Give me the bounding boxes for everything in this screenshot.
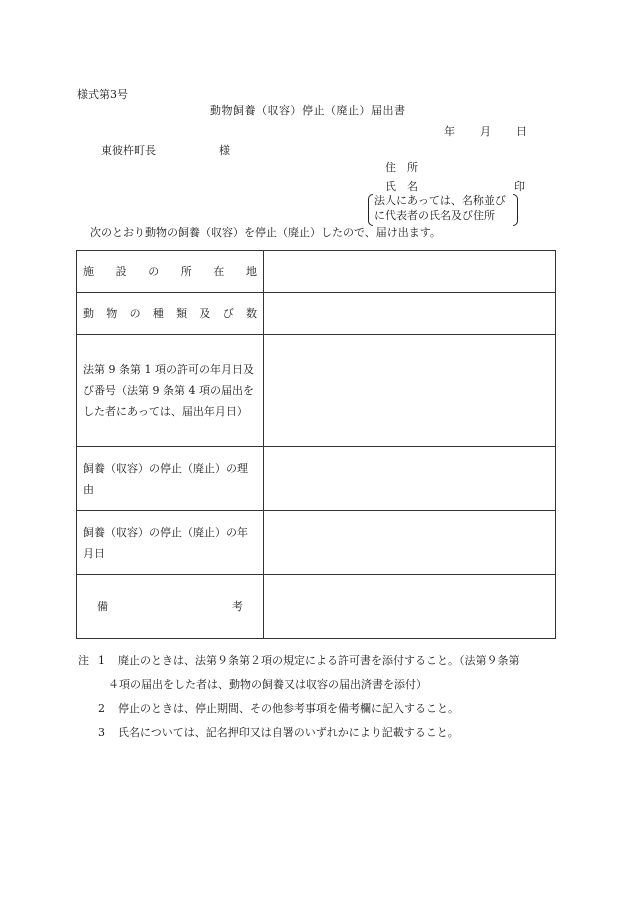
value-stop-date[interactable] [264,511,556,575]
label-remarks [97,596,243,617]
note-number: 3 [98,726,105,739]
date-month: 月 [480,125,491,138]
note-text: 廃止のときは、法第９条第２項の規定による許可書を添付すること。（法第９条第 [118,654,520,667]
table-row [77,251,556,293]
corporate-note-line: に代表者の氏名及び住所 [374,209,495,222]
addressee-honorific: 様 [219,144,230,157]
intro-text: 次のとおり動物の飼養（収容）を停止（廃止）したので、届け出ます。 [90,226,441,239]
name-label: 氏 名 [385,180,418,193]
seal-mark: 印 [514,180,525,193]
note-item [78,702,568,726]
row-label [77,575,264,639]
note-number: 1 [98,654,105,667]
label-char: 種 [152,307,164,320]
label-animal-kind-count [83,303,257,324]
note-text: ４項の届出をした者は、動物の飼養又は収容の届出済書を添付） [108,678,427,691]
note-item [78,654,568,678]
value-stop-reason[interactable] [264,447,556,511]
label-permit-date-number: 法第 9 条第 1 項の許可の年月日及び番号（法第 9 条第 4 項の届出をした者にあっては、届出年月日） [83,363,254,418]
form-title: 動物飼養（収容）停止（廃止）届出書 [210,104,406,117]
note-text: 停止のときは、停止期間、その他参考事項を備考欄に記入すること。 [118,702,459,715]
left-bracket [368,194,373,226]
row-label [77,447,264,511]
table-row [77,293,556,335]
label-char: の [129,307,141,320]
corporate-note-line: 法人にあっては、名称並び [374,194,506,207]
label-char: 設 [115,265,127,278]
notes-section [78,654,568,750]
label-stop-reason: 飼養（収容）の停止（廃止）の理由 [83,461,248,496]
value-facility-location[interactable] [264,251,556,293]
corporate-note [368,194,518,226]
label-char: 所 [180,265,192,278]
label-char: の [148,265,160,278]
addressee-name: 東彼杵町長 [101,144,156,157]
label-facility-location [83,261,257,282]
value-animal-kind-count[interactable] [264,293,556,335]
label-char: 備 [97,600,108,613]
notes-heading: 注 [78,654,89,667]
value-permit-date-number[interactable] [264,335,556,447]
date-year: 年 [444,125,455,138]
right-bracket [513,194,518,226]
note-text: 氏名については、記名押印又は自署のいずれかにより記載すること。 [118,726,459,739]
table-row [77,335,556,447]
label-stop-date: 飼養（収容）の停止（廃止）の年月日 [83,525,248,560]
form-number: 様式第3号 [77,88,128,101]
label-char: 数 [245,307,257,320]
row-label [77,251,264,293]
value-remarks[interactable] [264,575,556,639]
table-row [77,447,556,511]
note-item-continued [78,678,568,702]
date-day: 日 [516,125,527,138]
row-label [77,511,264,575]
row-label [77,293,264,335]
address-label: 住 所 [385,161,418,174]
table-row [77,575,556,639]
label-char: 施 [83,265,94,278]
note-number: 2 [98,702,105,715]
row-label [77,335,264,447]
label-char: 考 [232,600,243,613]
label-char: 在 [213,265,225,278]
notification-table [76,250,556,639]
label-char: 地 [245,265,257,278]
label-char: 動 [83,307,94,320]
table-row [77,511,556,575]
label-char: 類 [176,307,188,320]
note-item [78,726,568,750]
label-char: 及 [199,307,211,320]
label-char: び [222,307,234,320]
label-char: 物 [106,307,118,320]
